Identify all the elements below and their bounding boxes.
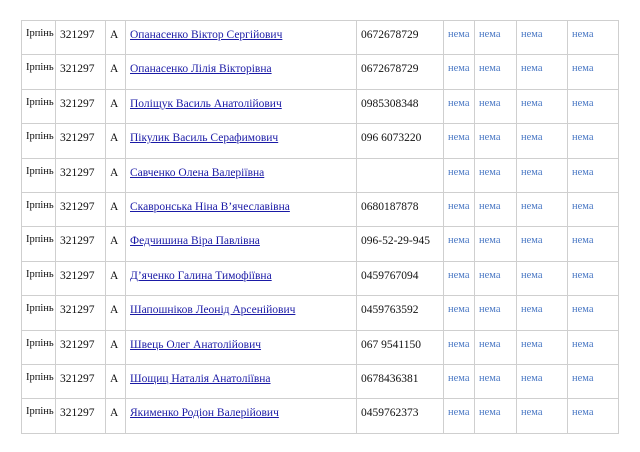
status-cell-2: нема [475,364,517,398]
phone-cell [357,158,444,192]
code-cell: 321297 [56,55,106,89]
letter-cell: А [106,399,126,433]
status-cell-1: нема [444,55,475,89]
table-body [22,21,619,434]
status-cell-2: нема [475,21,517,55]
table-row [22,296,619,330]
phone-cell: 067 9541150 [357,330,444,364]
table-row [22,158,619,192]
name-cell [126,261,357,295]
code-cell: 321297 [56,89,106,123]
table-row [22,192,619,226]
status-cell-3: нема [517,124,568,158]
status-cell-3: нема [517,364,568,398]
name-cell [126,192,357,226]
status-cell-3: нема [517,399,568,433]
letter-cell: А [106,227,126,261]
letter-cell: А [106,192,126,226]
status-cell-4: нема [568,227,619,261]
status-cell-3: нема [517,330,568,364]
phone-cell: 0672678729 [357,21,444,55]
phone-cell: 096-52-29-945 [357,227,444,261]
status-cell-3: нема [517,227,568,261]
person-name-link[interactable]: Пікулик Василь Серафимович [130,132,279,145]
table-row [22,124,619,158]
status-cell-1: нема [444,399,475,433]
person-name-link[interactable]: Федчишина Віра Павлівна [130,235,260,248]
name-cell [126,55,357,89]
status-cell-4: нема [568,55,619,89]
status-cell-1: нема [444,296,475,330]
status-cell-3: нема [517,21,568,55]
name-cell [126,296,357,330]
code-cell: 321297 [56,227,106,261]
code-cell: 321297 [56,364,106,398]
status-cell-4: нема [568,399,619,433]
status-cell-1: нема [444,124,475,158]
letter-cell: А [106,330,126,364]
phone-cell: 0672678729 [357,55,444,89]
name-cell [126,227,357,261]
status-cell-2: нема [475,399,517,433]
city-cell: Ірпінь [22,158,56,192]
code-cell: 321297 [56,192,106,226]
status-cell-1: нема [444,330,475,364]
contacts-table [21,20,619,434]
status-cell-4: нема [568,330,619,364]
name-cell [126,158,357,192]
status-cell-4: нема [568,296,619,330]
code-cell: 321297 [56,124,106,158]
table-row [22,89,619,123]
status-cell-3: нема [517,261,568,295]
letter-cell: А [106,124,126,158]
table-row [22,330,619,364]
person-name-link[interactable]: Опанасенко Лілія Вікторівна [130,63,272,76]
table-row [22,399,619,433]
status-cell-1: нема [444,227,475,261]
code-cell: 321297 [56,399,106,433]
code-cell: 321297 [56,330,106,364]
person-name-link[interactable]: Якименко Родіон Валерійович [130,407,279,420]
status-cell-3: нема [517,158,568,192]
city-cell: Ірпінь [22,330,56,364]
phone-cell: 0678436381 [357,364,444,398]
letter-cell: А [106,158,126,192]
status-cell-2: нема [475,330,517,364]
person-name-link[interactable]: Швець Олег Анатолійович [130,338,262,351]
status-cell-3: нема [517,55,568,89]
code-cell: 321297 [56,21,106,55]
code-cell: 321297 [56,158,106,192]
city-cell: Ірпінь [22,124,56,158]
status-cell-2: нема [475,192,517,226]
person-name-link[interactable]: Поліщук Василь Анатолійович [130,97,282,110]
status-cell-4: нема [568,158,619,192]
status-cell-2: нема [475,158,517,192]
code-cell: 321297 [56,296,106,330]
city-cell: Ірпінь [22,399,56,433]
city-cell: Ірпінь [22,364,56,398]
letter-cell: А [106,364,126,398]
person-name-link[interactable]: Шощиц Наталія Анатоліївна [130,372,271,385]
status-cell-4: нема [568,124,619,158]
city-cell: Ірпінь [22,89,56,123]
status-cell-3: нема [517,192,568,226]
city-cell: Ірпінь [22,261,56,295]
name-cell [126,364,357,398]
city-cell: Ірпінь [22,227,56,261]
status-cell-4: нема [568,261,619,295]
phone-cell: 0459762373 [357,399,444,433]
table-row [22,21,619,55]
phone-cell: 0459763592 [357,296,444,330]
name-cell [126,21,357,55]
status-cell-1: нема [444,364,475,398]
city-cell: Ірпінь [22,55,56,89]
status-cell-1: нема [444,158,475,192]
phone-cell: 0985308348 [357,89,444,123]
status-cell-4: нема [568,364,619,398]
person-name-link[interactable]: Д’яченко Галина Тимофіївна [130,269,272,282]
person-name-link[interactable]: Скавронська Ніна В’ячеславівна [130,200,290,213]
letter-cell: А [106,261,126,295]
status-cell-1: нема [444,89,475,123]
letter-cell: А [106,296,126,330]
status-cell-4: нема [568,192,619,226]
status-cell-3: нема [517,89,568,123]
status-cell-4: нема [568,21,619,55]
status-cell-3: нема [517,296,568,330]
document-page [21,20,619,434]
city-cell: Ірпінь [22,192,56,226]
status-cell-4: нема [568,89,619,123]
status-cell-2: нема [475,89,517,123]
table-row [22,364,619,398]
person-name-link[interactable]: Опанасенко Віктор Сергійович [130,29,283,41]
phone-cell: 096 6073220 [357,124,444,158]
name-cell [126,330,357,364]
table-row [22,55,619,89]
status-cell-1: нема [444,261,475,295]
name-cell [126,399,357,433]
phone-cell: 0459767094 [357,261,444,295]
city-cell: Ірпінь [22,296,56,330]
status-cell-1: нема [444,21,475,55]
status-cell-2: нема [475,55,517,89]
name-cell [126,124,357,158]
person-name-link[interactable]: Савченко Олена Валеріївна [130,166,265,179]
person-name-link[interactable]: Шапошніков Леонід Арсенійович [130,304,296,317]
status-cell-1: нема [444,192,475,226]
letter-cell: А [106,21,126,55]
letter-cell: А [106,89,126,123]
code-cell: 321297 [56,261,106,295]
status-cell-2: нема [475,261,517,295]
city-cell: Ірпінь [22,21,56,55]
letter-cell: А [106,55,126,89]
status-cell-2: нема [475,124,517,158]
table-row [22,261,619,295]
table-row [22,227,619,261]
phone-cell: 0680187878 [357,192,444,226]
status-cell-2: нема [475,227,517,261]
name-cell [126,89,357,123]
status-cell-2: нема [475,296,517,330]
